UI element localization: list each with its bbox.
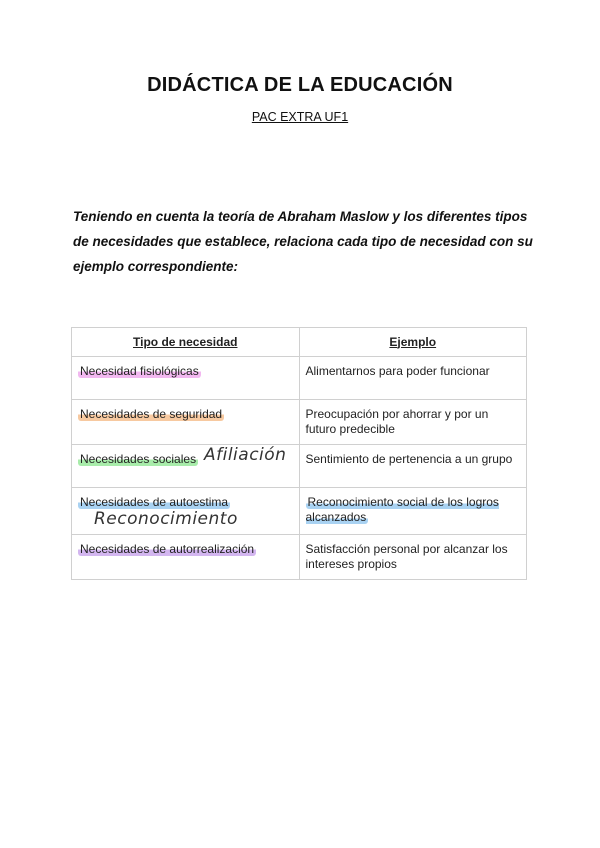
- handwritten-annotation: Reconocimiento: [94, 509, 238, 529]
- example-text: Preocupación por ahorrar y por un futuro predecible: [305, 407, 489, 436]
- need-type-label: Necesidades de autoestima: [80, 495, 229, 509]
- example-text: Satisfacción personal por alcanzar los intereses propios: [305, 542, 508, 571]
- example-cell: [299, 488, 527, 535]
- example-cell: [299, 535, 527, 580]
- need-type-cell: [72, 400, 300, 445]
- header-need-type: Tipo de necesidad: [72, 328, 300, 357]
- table-header-row: [72, 328, 527, 357]
- example-cell: [299, 400, 527, 445]
- example-cell: [299, 357, 527, 400]
- need-type-label: Necesidad fisiológicas: [80, 364, 199, 378]
- table-row: [72, 400, 527, 445]
- need-type-label: Necesidades de seguridad: [80, 407, 223, 421]
- example-text: Reconocimiento social de los logros alcanzados: [305, 495, 499, 524]
- table-row: [72, 445, 527, 488]
- need-type-cell: [72, 488, 300, 535]
- needs-table: [71, 327, 527, 580]
- document-subtitle: PAC EXTRA UF1: [251, 110, 349, 124]
- example-text: Alimentarnos para poder funcionar: [305, 364, 490, 378]
- document-title: DIDÁCTICA DE LA EDUCACIÓN: [147, 74, 453, 96]
- example-cell: [299, 445, 527, 488]
- need-type-label: Necesidades sociales: [80, 452, 197, 466]
- table-row: [72, 535, 527, 580]
- header-example: Ejemplo: [299, 328, 527, 357]
- need-type-cell: [72, 445, 300, 488]
- need-type-cell: [72, 357, 300, 400]
- need-type-cell: [72, 535, 300, 580]
- table-row: [72, 488, 527, 535]
- question-prompt: Teniendo en cuenta la teoría de Abraham Maslow y los diferentes tipos de necesidades que establece, relaciona cada tipo de necesidad con su ejemplo correspondiente:: [73, 209, 533, 274]
- table-row: [72, 357, 527, 400]
- need-type-label: Necesidades de autorrealización: [80, 542, 255, 556]
- handwritten-annotation: Afiliación: [204, 445, 287, 465]
- example-text: Sentimiento de pertenencia a un grupo: [305, 452, 513, 466]
